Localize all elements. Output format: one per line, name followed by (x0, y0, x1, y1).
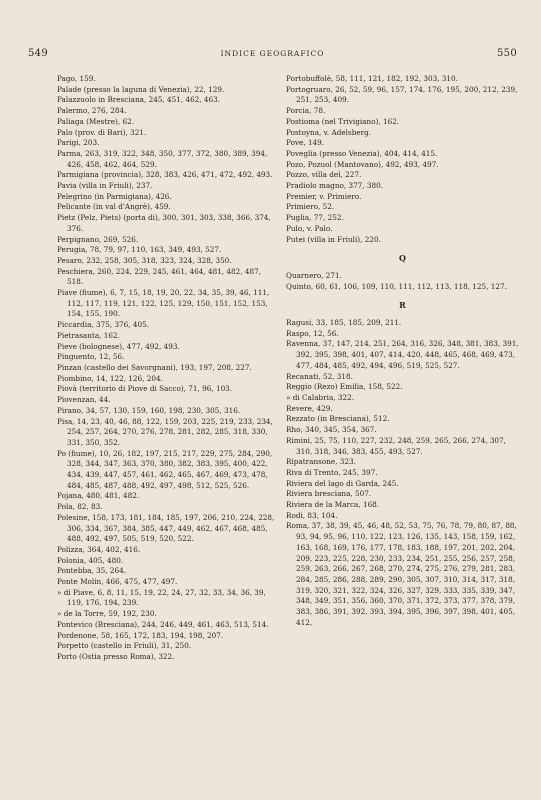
index-entry: Perpignano, 269, 526. (57, 234, 139, 244)
index-entry: Po (fiume), 10, 26, 182, 197, 215, 217, 229, 275, 284, 290, 328, 344, 347, 363, 370, 380, 382, 383, 395, 400, 422, 434, 439, 447, 457, 461, 462, 465, 467, 469, 473, 478, 484, 485, 487, 488, 492, 497, 498, 512, 525, 526. (57, 448, 273, 490)
index-entry: Pesaro, 232, 258, 305, 318, 323, 324, 328, 350. (57, 255, 232, 265)
index-entry: Poveglia (presso Venezia), 404, 414, 415. (286, 148, 438, 158)
index-entry: Piave (fiume), 6, 7, 15, 18, 19, 20, 22, 34, 35, 39, 46, 111, 112, 117, 119, 121, 122, 125, 129, 150, 151, 152, 153, 154, 155, 190. (57, 288, 270, 319)
index-entry: Pulo, v. Palo. (286, 223, 333, 233)
index-entry: Premier, v. Primiero. (286, 191, 362, 201)
index-entry: Piccardia, 375, 376, 405. (57, 320, 150, 330)
index-entry: Piombino, 14, 122, 126, 204. (57, 373, 163, 383)
left-column (57, 74, 275, 663)
index-entry: Ragusi, 33, 185, 185, 209, 211. (286, 318, 402, 328)
index-entry: Putei (villa in Friuli), 220. (286, 234, 381, 244)
section-letter-q: Q (399, 253, 406, 264)
index-entry: Palade (presso la laguna di Venezia), 22, 129. (57, 84, 225, 94)
index-entry: Pelicante (in val d'Angrè), 459. (57, 202, 171, 212)
page-header (28, 48, 517, 64)
index-entry: » di Piave, 6, 8, 11, 15, 19, 22, 24, 27, 32, 33, 34, 36, 39, 119, 176, 194, 239. (57, 587, 266, 608)
index-entry: Riva di Trento, 245, 397. (286, 467, 378, 477)
index-entry: » di Calabria, 322. (286, 392, 355, 402)
left-page-number: 549 (28, 48, 48, 59)
index-entry: Pavia (villa in Friuli), 237. (57, 181, 153, 191)
index-entry: Parigi, 203. (57, 138, 100, 148)
index-entry: Postoyna, v. Adelsberg. (286, 127, 372, 137)
index-entry: Ponte Molin, 466, 475, 477, 497. (57, 577, 178, 587)
index-entry: Pirano, 34, 57, 130, 159, 160, 198, 230, 305, 316. (57, 405, 241, 415)
index-entry: Pelegrino (in Parmigiana), 426. (57, 191, 172, 201)
index-entry: Riviera de la Marca, 168. (286, 500, 380, 510)
index-entry: Roma, 37, 38, 39, 45, 46, 48, 52, 53, 75, 76, 78, 79, 80, 87, 88, 93, 94, 95, 96, 110, 122, 123, 126, 135, 143, 158, 159, 162, 163, 168, 169, 176, 177, 178, 183, 188, 197, 201, 202, 204, 209, 223, 225, 228, 230, 233, 234, 251, 255, 256, 257, 258, 259, 263, 266, 267, 268, 270, 274, 275, 276, 279, 281, 283, 284, 285, 286, 288, 289, 290, 305, 307, 310, 314, 317, 318, 319, 320, 321, 322, 324, 326, 327, 329, 333, 335, 339, 347, 348, 349, 351, 356, 360, 370, 371, 372, 373, 377, 378, 379, 383, 386, 391, 392, 393, 394, 395, 396, 397, 398, 401, 405, 412, (286, 521, 517, 627)
index-entry: Recanati, 52, 318. (286, 371, 353, 381)
index-entry: Palo (prov. di Bari), 321. (57, 127, 147, 137)
index-entry: Ravenna, 37, 147, 214, 251, 264, 316, 326, 348, 381, 383, 391, 392, 395, 398, 401, 407, 414, 420, 448, 465, 468, 469, 473, 477, 484, 485, 492, 494, 496, 519, 525, 527. (286, 339, 519, 370)
index-entry: Polonia, 405, 480. (57, 555, 124, 565)
index-entry: Pietrasanta, 162. (57, 330, 120, 340)
index-entry: Palazzuolo in Bresciana, 245, 451, 462, 463. (57, 95, 221, 105)
index-entry: Rezzato (in Bresciana), 512. (286, 414, 390, 424)
index-entry: Pago, 159. (57, 74, 96, 83)
index-entry: Quinto, 60, 61, 106, 109, 110, 111, 112, 113, 118, 125, 127. (286, 281, 507, 291)
index-entry: Parma, 263, 319, 322, 348, 350, 377, 372, 380, 389, 394, 426, 458, 462, 464, 529. (57, 148, 268, 169)
index-entry: » de la Torre, 59, 192, 230. (57, 609, 157, 619)
entries-q (286, 271, 519, 292)
index-entry: Riviera del lago di Garda, 245. (286, 478, 399, 488)
index-entry: Pradiolo magno, 377, 380. (286, 181, 384, 191)
index-entry: Pontevico (Bresciana), 244, 246, 449, 461, 463, 513, 514. (57, 619, 269, 629)
entries-r (286, 318, 519, 628)
index-entry: Peschiera, 260, 224, 229, 245, 461, 464, 481, 482, 487, 518. (57, 266, 262, 287)
index-entry: Pola, 82, 83. (57, 502, 103, 512)
index-entry: Polesine, 158, 173, 181, 184, 185, 197, 206, 210, 224, 228, 306, 334, 367, 384, 385, 447, 449, 462, 467, 468, 485, 488, 492, 497, 505, 519, 520, 522. (57, 512, 275, 544)
index-entry: Piovà (territorio di Piove di Sacco), 71, 96, 103. (57, 384, 233, 394)
index-entry: Parmigiana (provincia), 328, 383, 426, 471, 472, 492, 493. (57, 170, 273, 180)
index-entry: Polizza, 364, 402, 416. (57, 544, 141, 554)
index-entry: Pojana, 480, 481, 482. (57, 491, 140, 501)
right-page-number: 550 (497, 48, 517, 59)
index-entry: Quarnero, 271. (286, 270, 342, 280)
index-entry: Palermo, 276, 284. (57, 106, 127, 116)
index-entry: Ripatransone, 323. (286, 457, 356, 467)
index-entry: Paliaga (Mestre), 62. (57, 116, 135, 126)
index-entry: Puglia, 77, 252. (286, 213, 344, 223)
index-entry: Pisa, 14, 23, 40, 46, 88, 122, 159, 203, 225, 219, 233, 234, 254, 257, 264, 270, 276, 278, 281, 282, 285, 318, 330, 331, 350, 352. (57, 416, 273, 447)
index-entry: Porpetto (castello in Friuli), 31, 250. (57, 641, 192, 651)
index-entry: Perugia, 78, 79, 97, 110, 163, 349, 493, 527. (57, 245, 222, 255)
index-entry: Rimini, 25, 75, 110, 227, 232, 248, 259, 265, 266, 274, 307, 310, 318, 346, 383, 455, 493, 527. (286, 435, 506, 456)
running-title: INDICE GEOGRAFICO (220, 49, 325, 58)
index-entry: Raspo, 12, 56. (286, 328, 339, 338)
index-entry: Reggio (Rezo) Emilia, 158, 522. (286, 382, 403, 392)
index-entry: Porto (Ostia presso Roma), 322. (57, 651, 175, 661)
index-entry: Portogruaro, 26, 52, 59, 96, 157, 174, 176, 195, 200, 212, 239, 251, 253, 409. (286, 84, 518, 105)
index-entry: Postioma (nel Trivigiano), 162. (286, 116, 400, 126)
entries-p-continued (286, 74, 519, 245)
index-entry: Pinguento, 12, 56. (57, 352, 125, 362)
right-column (286, 74, 519, 628)
index-entry: Pozo, Pozuol (Mantovano), 492, 493, 497. (286, 159, 439, 169)
index-entry: Piovenzan, 44. (57, 395, 111, 405)
index-entry: Revere, 429. (286, 403, 333, 413)
index-entry: Portobuffolè, 58, 111, 121, 182, 192, 303, 310. (286, 74, 458, 83)
section-letter-r: R (399, 300, 406, 311)
index-entry: Rho, 340, 345, 354, 367. (286, 425, 377, 435)
index-entry: Pordenone, 58, 165, 172, 183, 194, 198, 207. (57, 630, 224, 640)
index-entry: Primiero, 52. (286, 202, 335, 212)
index-entry: Pozzo, villa del, 227. (286, 170, 362, 180)
index-entry: Pinzan (castello dei Savorgnani), 193, 197, 208, 227. (57, 362, 252, 372)
index-entry: Porcia, 78. (286, 106, 326, 116)
index-entry: Rodi, 83, 104. (286, 510, 338, 520)
index-entry: Pontebba, 35, 264. (57, 566, 127, 576)
index-entry: Pove, 149. (286, 138, 325, 148)
index-entry: Pietz (Pelz, Piets) (porta di), 300, 301, 303, 338, 366, 374, 376. (57, 213, 271, 233)
index-entry: Pieve (bolognese), 477, 492, 493. (57, 341, 180, 351)
index-entry: Riviera bresciana, 507. (286, 489, 372, 499)
